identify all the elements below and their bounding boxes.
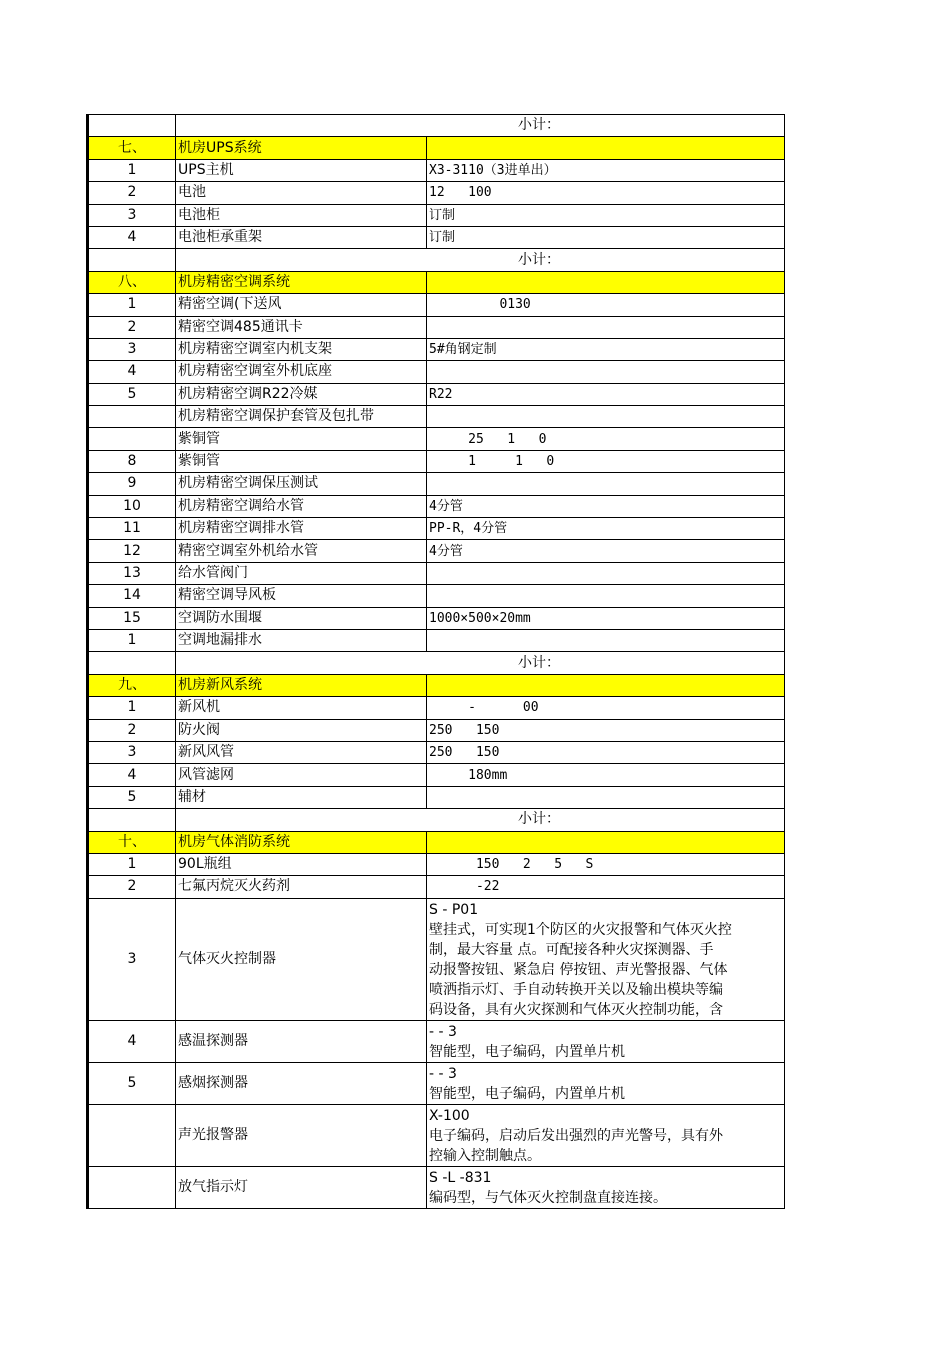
row-number-cell: 1 bbox=[88, 697, 176, 719]
spec-cell bbox=[427, 786, 785, 808]
row-number-cell: 14 bbox=[88, 585, 176, 607]
row-number-cell: 2 bbox=[88, 876, 176, 898]
item-name-cell: 感温探测器 bbox=[176, 1020, 427, 1062]
spec-cell bbox=[427, 898, 785, 1020]
spec-line: 电子编码，启动后发出强烈的声光警号，具有外 bbox=[429, 1127, 723, 1144]
row-number-cell: 4 bbox=[88, 361, 176, 383]
section-title-cell: 机房气体消防系统 bbox=[176, 831, 427, 853]
table-row bbox=[88, 518, 785, 540]
row-number-cell: 3 bbox=[88, 898, 176, 1020]
item-name-cell: 空调防水围堰 bbox=[176, 607, 427, 629]
spec-cell bbox=[427, 1020, 785, 1062]
item-name-cell: 机房精密空调保压测试 bbox=[176, 473, 427, 495]
table-row bbox=[88, 294, 785, 316]
spec-line: S - P01 bbox=[429, 901, 479, 918]
subtotal-row bbox=[88, 115, 785, 137]
spec-cell: 0130 bbox=[427, 294, 785, 316]
row-number-cell bbox=[88, 1166, 176, 1208]
spec-cell bbox=[427, 1166, 785, 1208]
spec-cell: PP-R，4分管 bbox=[427, 518, 785, 540]
item-name-cell: 电池柜 bbox=[176, 204, 427, 226]
item-name-cell: 机房精密空调排水管 bbox=[176, 518, 427, 540]
spec-cell bbox=[427, 1104, 785, 1166]
spec-cell: 1 1 0 bbox=[427, 450, 785, 472]
table-row bbox=[88, 1166, 785, 1208]
section-title-cell: 机房新风系统 bbox=[176, 674, 427, 696]
table-row bbox=[88, 853, 785, 875]
item-name-cell: 精密空调导风板 bbox=[176, 585, 427, 607]
table-row bbox=[88, 719, 785, 741]
spec-cell bbox=[427, 674, 785, 696]
spec-cell: 180mm bbox=[427, 764, 785, 786]
item-name-cell: 机房精密空调保护套管及包扎带 bbox=[176, 406, 427, 428]
table-row bbox=[88, 876, 785, 898]
row-number-cell bbox=[88, 249, 176, 271]
table-row bbox=[88, 1062, 785, 1104]
row-number-cell: 1 bbox=[88, 629, 176, 651]
item-name-cell: 紫铜管 bbox=[176, 428, 427, 450]
item-name-cell: 防火阀 bbox=[176, 719, 427, 741]
item-name-cell: 给水管阀门 bbox=[176, 562, 427, 584]
spec-cell bbox=[427, 271, 785, 293]
subtotal-label: 小计： bbox=[176, 809, 785, 831]
item-name-cell: 七氟丙烷灭火药剂 bbox=[176, 876, 427, 898]
quote-sheet-table bbox=[86, 114, 785, 1209]
table-row bbox=[88, 182, 785, 204]
item-name-cell: 90L瓶组 bbox=[176, 853, 427, 875]
table-row bbox=[88, 383, 785, 405]
item-name-cell: 机房精密空调室外机底座 bbox=[176, 361, 427, 383]
subtotal-row bbox=[88, 809, 785, 831]
spec-cell: -22 bbox=[427, 876, 785, 898]
table-row bbox=[88, 473, 785, 495]
section-header-row bbox=[88, 137, 785, 159]
section-header-row bbox=[88, 674, 785, 696]
row-number-cell: 八、 bbox=[88, 271, 176, 293]
table-row bbox=[88, 1104, 785, 1166]
table-row bbox=[88, 562, 785, 584]
item-name-cell: 空调地漏排水 bbox=[176, 629, 427, 651]
spec-cell bbox=[427, 629, 785, 651]
row-number-cell: 8 bbox=[88, 450, 176, 472]
spec-cell bbox=[427, 316, 785, 338]
spec-line: S -L -831 bbox=[429, 1169, 492, 1186]
spec-cell bbox=[427, 406, 785, 428]
table-row bbox=[88, 204, 785, 226]
table-row bbox=[88, 697, 785, 719]
item-name-cell: 紫铜管 bbox=[176, 450, 427, 472]
row-number-cell: 4 bbox=[88, 764, 176, 786]
item-name-cell: 精密空调485通讯卡 bbox=[176, 316, 427, 338]
spec-cell bbox=[427, 1062, 785, 1104]
row-number-cell: 3 bbox=[88, 204, 176, 226]
spec-cell: 订制 bbox=[427, 204, 785, 226]
spec-cell: 250 150 bbox=[427, 741, 785, 763]
row-number-cell: 2 bbox=[88, 182, 176, 204]
subtotal-label: 小计： bbox=[176, 115, 785, 137]
row-number-cell: 九、 bbox=[88, 674, 176, 696]
spec-line: 制，最大容量 点。可配接各种火灾探测器、手 bbox=[429, 941, 714, 958]
section-header-row bbox=[88, 271, 785, 293]
row-number-cell bbox=[88, 809, 176, 831]
spec-cell bbox=[427, 831, 785, 853]
table-row bbox=[88, 607, 785, 629]
row-number-cell bbox=[88, 652, 176, 674]
row-number-cell bbox=[88, 115, 176, 137]
subtotal-row bbox=[88, 652, 785, 674]
spec-cell bbox=[427, 585, 785, 607]
spec-line: - - 3 bbox=[429, 1023, 457, 1040]
table-row bbox=[88, 226, 785, 248]
spec-line: 编码型，与气体灭火控制盘直接连接。 bbox=[429, 1189, 667, 1206]
item-name-cell: 放气指示灯 bbox=[176, 1166, 427, 1208]
row-number-cell bbox=[88, 428, 176, 450]
sheet-body bbox=[88, 115, 785, 1209]
spec-line: 智能型，电子编码，内置单片机 bbox=[429, 1085, 625, 1102]
spec-cell bbox=[427, 473, 785, 495]
row-number-cell: 3 bbox=[88, 338, 176, 360]
spec-line: - - 3 bbox=[429, 1065, 457, 1082]
spec-cell bbox=[427, 562, 785, 584]
table-row bbox=[88, 361, 785, 383]
item-name-cell: UPS主机 bbox=[176, 159, 427, 181]
spec-cell: 250 150 bbox=[427, 719, 785, 741]
item-name-cell: 电池 bbox=[176, 182, 427, 204]
subtotal-label: 小计： bbox=[176, 652, 785, 674]
row-number-cell: 15 bbox=[88, 607, 176, 629]
section-title-cell: 机房UPS系统 bbox=[176, 137, 427, 159]
spec-cell: 订制 bbox=[427, 226, 785, 248]
spec-cell: 4分管 bbox=[427, 495, 785, 517]
item-name-cell: 新风风管 bbox=[176, 741, 427, 763]
item-name-cell: 机房精密空调室内机支架 bbox=[176, 338, 427, 360]
item-name-cell: 电池柜承重架 bbox=[176, 226, 427, 248]
row-number-cell: 2 bbox=[88, 316, 176, 338]
table-row bbox=[88, 428, 785, 450]
row-number-cell: 11 bbox=[88, 518, 176, 540]
row-number-cell: 2 bbox=[88, 719, 176, 741]
item-name-cell: 感烟探测器 bbox=[176, 1062, 427, 1104]
table-row bbox=[88, 495, 785, 517]
row-number-cell: 10 bbox=[88, 495, 176, 517]
row-number-cell bbox=[88, 406, 176, 428]
spec-line: 控输入控制触点。 bbox=[429, 1147, 541, 1164]
item-name-cell: 精密空调室外机给水管 bbox=[176, 540, 427, 562]
spec-cell: 12 100 bbox=[427, 182, 785, 204]
row-number-cell: 5 bbox=[88, 1062, 176, 1104]
row-number-cell: 13 bbox=[88, 562, 176, 584]
spec-cell: 150 2 5 S bbox=[427, 853, 785, 875]
spec-cell: - 00 bbox=[427, 697, 785, 719]
table-row bbox=[88, 450, 785, 472]
table-row bbox=[88, 540, 785, 562]
row-number-cell: 1 bbox=[88, 853, 176, 875]
spec-cell: 4分管 bbox=[427, 540, 785, 562]
row-number-cell: 9 bbox=[88, 473, 176, 495]
section-header-row bbox=[88, 831, 785, 853]
row-number-cell: 5 bbox=[88, 786, 176, 808]
table-row bbox=[88, 338, 785, 360]
subtotal-row bbox=[88, 249, 785, 271]
item-name-cell: 风管滤网 bbox=[176, 764, 427, 786]
spec-line: 动报警按钮、紧急启 停按钮、声光警报器、气体 bbox=[429, 961, 728, 978]
table-row bbox=[88, 898, 785, 1020]
subtotal-label: 小计： bbox=[176, 249, 785, 271]
item-name-cell: 新风机 bbox=[176, 697, 427, 719]
row-number-cell: 5 bbox=[88, 383, 176, 405]
spec-cell bbox=[427, 137, 785, 159]
item-name-cell: 辅材 bbox=[176, 786, 427, 808]
table-row bbox=[88, 786, 785, 808]
table-row bbox=[88, 406, 785, 428]
spec-line: X-100 bbox=[429, 1107, 470, 1124]
row-number-cell: 12 bbox=[88, 540, 176, 562]
spec-cell: 1000×500×20mm bbox=[427, 607, 785, 629]
row-number-cell: 1 bbox=[88, 294, 176, 316]
spec-cell: X3-3110（3进单出） bbox=[427, 159, 785, 181]
item-name-cell: 机房精密空调R22冷媒 bbox=[176, 383, 427, 405]
table-row bbox=[88, 1020, 785, 1062]
table-row bbox=[88, 585, 785, 607]
row-number-cell: 七、 bbox=[88, 137, 176, 159]
table-row bbox=[88, 741, 785, 763]
section-title-cell: 机房精密空调系统 bbox=[176, 271, 427, 293]
spec-cell: 5#角钢定制 bbox=[427, 338, 785, 360]
spec-cell bbox=[427, 361, 785, 383]
item-name-cell: 声光报警器 bbox=[176, 1104, 427, 1166]
spec-line: 喷洒指示灯、手自动转换开关以及输出模块等编 bbox=[429, 981, 723, 998]
item-name-cell: 精密空调(下送风 bbox=[176, 294, 427, 316]
spec-cell: 25 1 0 bbox=[427, 428, 785, 450]
row-number-cell: 1 bbox=[88, 159, 176, 181]
item-name-cell: 机房精密空调给水管 bbox=[176, 495, 427, 517]
table-row bbox=[88, 316, 785, 338]
table-row bbox=[88, 764, 785, 786]
row-number-cell: 十、 bbox=[88, 831, 176, 853]
item-name-cell: 气体灭火控制器 bbox=[176, 898, 427, 1020]
spec-line: 码设备，具有火灾探测和气体灭火控制功能，含 bbox=[429, 1001, 723, 1018]
row-number-cell: 4 bbox=[88, 226, 176, 248]
spec-line: 壁挂式，可实现1个防区的火灾报警和气体灭火控 bbox=[429, 921, 732, 938]
table-row bbox=[88, 629, 785, 651]
row-number-cell: 3 bbox=[88, 741, 176, 763]
spec-cell: R22 bbox=[427, 383, 785, 405]
spec-line: 智能型，电子编码，内置单片机 bbox=[429, 1043, 625, 1060]
row-number-cell bbox=[88, 1104, 176, 1166]
table-row bbox=[88, 159, 785, 181]
row-number-cell: 4 bbox=[88, 1020, 176, 1062]
